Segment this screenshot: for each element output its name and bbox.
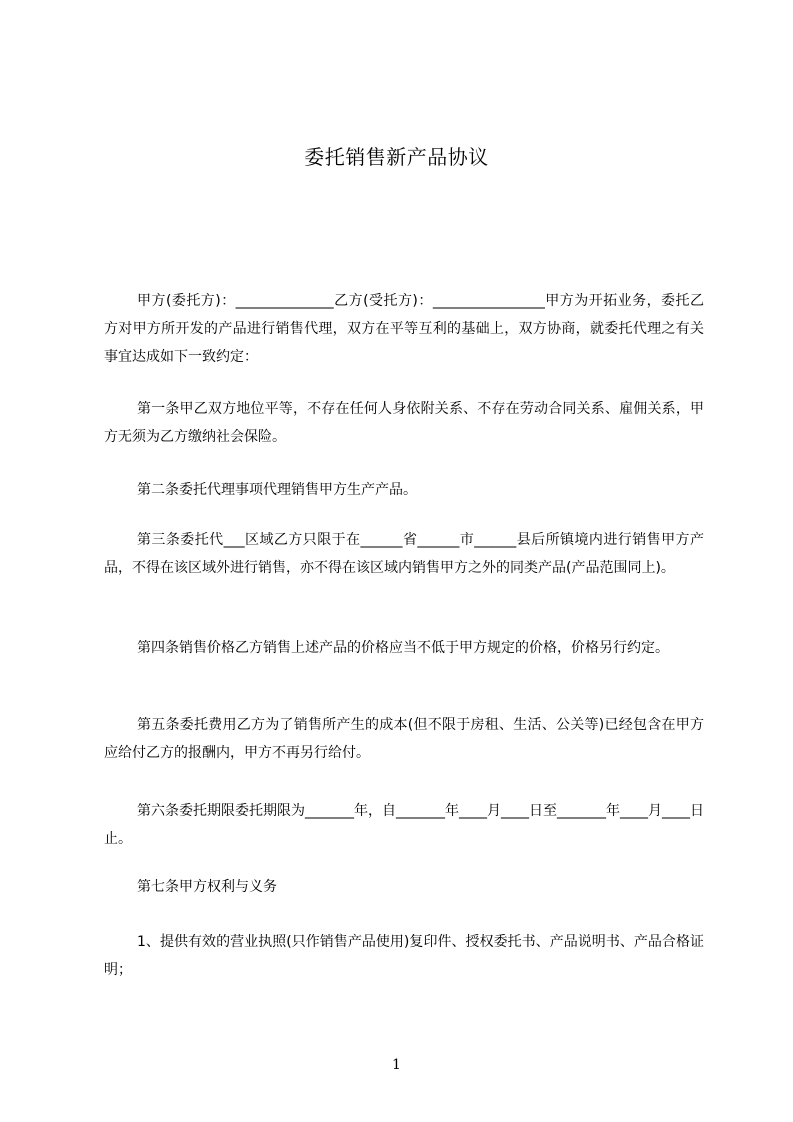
intro-paragraph: 甲方(委托方)：______________乙方(受托方)：________________甲方为开拓业务，委托乙方对甲方所开发的产品进行销售代理，双方在平等互利的基础上，双方协商，就委托代理之有关事宜达成如下一致约定：: [104, 293, 704, 365]
page-number: 1: [392, 1057, 401, 1073]
clause-7-item-1: 1、提供有效的营业执照(只作销售产品使用)复印件、授权委托书、产品说明书、产品合格证明；: [104, 934, 704, 978]
clause-6-paragraph: 第六条委托期限委托期限为_______年，自_______年____月____日至_______年____月____日止。: [104, 803, 704, 847]
clause-1-paragraph: 第一条甲乙双方地位平等，不存在任何人身依附关系、不存在劳动合同关系、雇佣关系，甲方无须为乙方缴纳社会保险。: [104, 401, 704, 445]
clause-2-paragraph: 第二条委托代理事项代理销售甲方生产产品。: [137, 482, 417, 498]
clause-5-paragraph: 第五条委托费用乙方为了销售所产生的成本(但不限于房租、生活、公关等)已经包含在甲方应给付乙方的报酬内，甲方不再另行给付。: [104, 717, 704, 761]
clause-4-paragraph: 第四条销售价格乙方销售上述产品的价格应当不低于甲方规定的价格，价格另行约定。: [137, 640, 669, 656]
clause-7-heading: 第七条甲方权利与义务: [137, 879, 277, 895]
clause-3-paragraph: 第三条委托代___区域乙方只限于在______省______市______县后所镇境内进行销售甲方产品，不得在该区域外进行销售，亦不得在该区域内销售甲方之外的同类产品(产品范围同上)。: [104, 532, 704, 576]
document-title: 委托销售新产品协议: [304, 145, 489, 169]
